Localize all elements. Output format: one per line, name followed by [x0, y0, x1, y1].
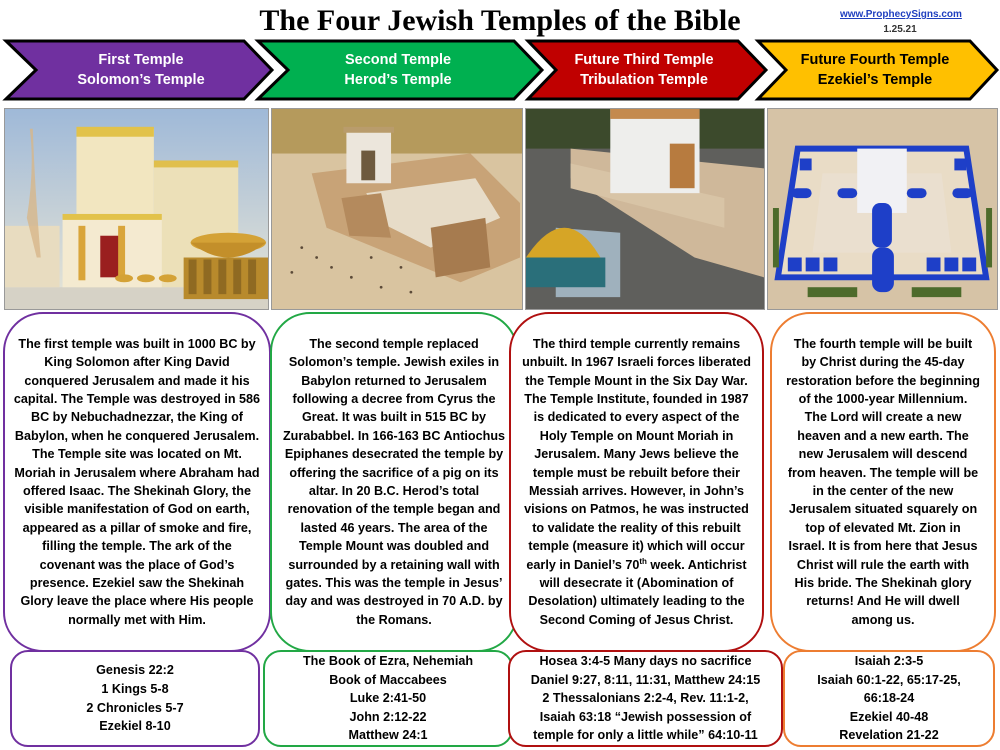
- scripture-reference: The Book of Ezra, Nehemiah: [302, 654, 474, 669]
- fourth-temple-image: [767, 108, 998, 310]
- description-text: The third temple currently remains unbuilt. In 1967 Israeli forces liberated the Temple Mount in the Six Day War. The Temple Institute, founded in 1987 is dedicated to every aspect of the Holy Temple on Mount Moriah in Jerusalem. Many Jews believe the temple must be rebuilt before their Messiah arrives. However, in John’s visions on Patmos, he was instructed to validate the reality of this rebuilt temple (measure it) which will occur early in Daniel’s 70: [522, 336, 751, 572]
- chevron-label-first: [36, 39, 246, 101]
- scripture-reference: 2 Thessalonians 2:2-4, Rev. 11:1-2,: [542, 691, 749, 706]
- scripture-reference: 2 Chronicles 5-7: [86, 700, 184, 715]
- third-temple-description: [509, 312, 764, 652]
- scripture-reference: temple for only a little while” 64:10-11: [533, 728, 758, 743]
- third-temple-references: [508, 650, 783, 747]
- date-label: 1.25.21: [883, 24, 917, 35]
- third-temple-image: [525, 108, 765, 310]
- temple-name: Future Fourth Temple: [800, 52, 950, 68]
- scripture-reference: Isaiah 2:3-5: [854, 654, 924, 669]
- temple-name: First Temple: [98, 52, 184, 68]
- description-text: week. Antichrist will desecrate it (Abomination of Desolation) ultimately leading to the Second Coming of Jesus Christ.: [528, 557, 747, 627]
- scripture-reference: Revelation 21-22: [839, 728, 939, 743]
- temple-subtitle: Ezekiel’s Temple: [817, 72, 933, 88]
- scripture-reference: John 2:12-22: [349, 709, 427, 724]
- temple-name: Future Third Temple: [574, 52, 714, 68]
- scripture-reference: Genesis 22:2: [96, 663, 174, 678]
- second-temple-description: The second temple replaced Solomon’s temple. Jewish exiles in Babylon returned to Jerusalem following a decree from Cyrus the Great. It was built in 515 BC by Zurababbel. In 166-163 BC Antiochus Epiphanes desecrated the temple by offering the sacrifice of a pig on its altar. In 20 B.C. Herod’s total renovation of the temple began and lasted 46 years. The area of the Temple Mount was doubled and surrounded by a retaining wall with gates. This was the temple in Jesus’ day and was destroyed in 70 A.D. by the Romans.: [270, 312, 518, 652]
- scripture-reference: Ezekiel 40-48: [849, 709, 929, 724]
- scripture-reference: 1 Kings 5-8: [101, 681, 169, 696]
- chevron-label-third: [556, 39, 732, 101]
- temple-timeline-banner: [0, 39, 1000, 101]
- temple-subtitle: Tribulation Temple: [580, 72, 708, 88]
- first-temple-references: [10, 650, 260, 747]
- scripture-reference: Ezekiel 8-10: [99, 719, 171, 734]
- scripture-reference: Luke 2:41-50: [349, 691, 427, 706]
- page-title: The Four Jewish Temples of the Bible: [259, 4, 741, 37]
- first-temple-image: [4, 108, 269, 310]
- fourth-temple-description: The fourth temple will be built by Christ during the 45-day restoration before the beginning of the 1000-year Millennium. The Lord will create a new heaven and a new earth. The new Jerusalem will descend from heaven. The temple will be in the center of the new Jerusalem situated squarely on top of elevated Mt. Zion in Israel. It is from here that Jesus Christ will rule the earth with His bride. The Shekinah glory returns! And He will dwell among us.: [770, 312, 996, 652]
- chevron-label-second: [288, 39, 508, 101]
- scripture-reference: Book of Maccabees: [329, 672, 447, 687]
- temple-subtitle: Herod’s Temple: [344, 72, 452, 88]
- first-temple-description: The first temple was built in 1000 BC by King Solomon after King David conquered Jerusalem and made it his capital. The Temple was destroyed in 586 BC by Nebuchadnezzar, the King of Babylon, when he conquered Jerusalem. The Temple site was located on Mt. Moriah in Jerusalem where Abraham had offered Isaac. The Shekinah Glory, the visible manifestation of God on earth, appeared as a pillar of smoke and fire, filling the temple. The ark of the covenant was the place of God’s presence. Ezekiel saw the Shekinah Glory leave the place where His people normally met with Him.: [3, 312, 271, 652]
- chevron-label-fourth: [786, 39, 964, 101]
- second-temple-references: [263, 650, 513, 747]
- superscript: th: [639, 556, 647, 566]
- scripture-reference: 66:18-24: [863, 691, 915, 706]
- scripture-reference: Isaiah 63:18 “Jewish possession of: [539, 709, 752, 724]
- scripture-reference: Isaiah 60:1-22, 65:17-25,: [817, 672, 961, 687]
- temple-subtitle: Solomon’s Temple: [77, 72, 205, 88]
- scripture-reference: Matthew 24:1: [348, 728, 428, 743]
- fourth-temple-references: [783, 650, 995, 747]
- scripture-reference: Daniel 9:27, 8:11, 11:31, Matthew 24:15: [530, 672, 761, 687]
- temple-name: Second Temple: [344, 52, 452, 68]
- website-link[interactable]: www.ProphecySigns.com: [840, 9, 962, 20]
- scripture-reference: Hosea 3:4-5 Many days no sacrifice: [539, 654, 752, 669]
- second-temple-image: [271, 108, 523, 310]
